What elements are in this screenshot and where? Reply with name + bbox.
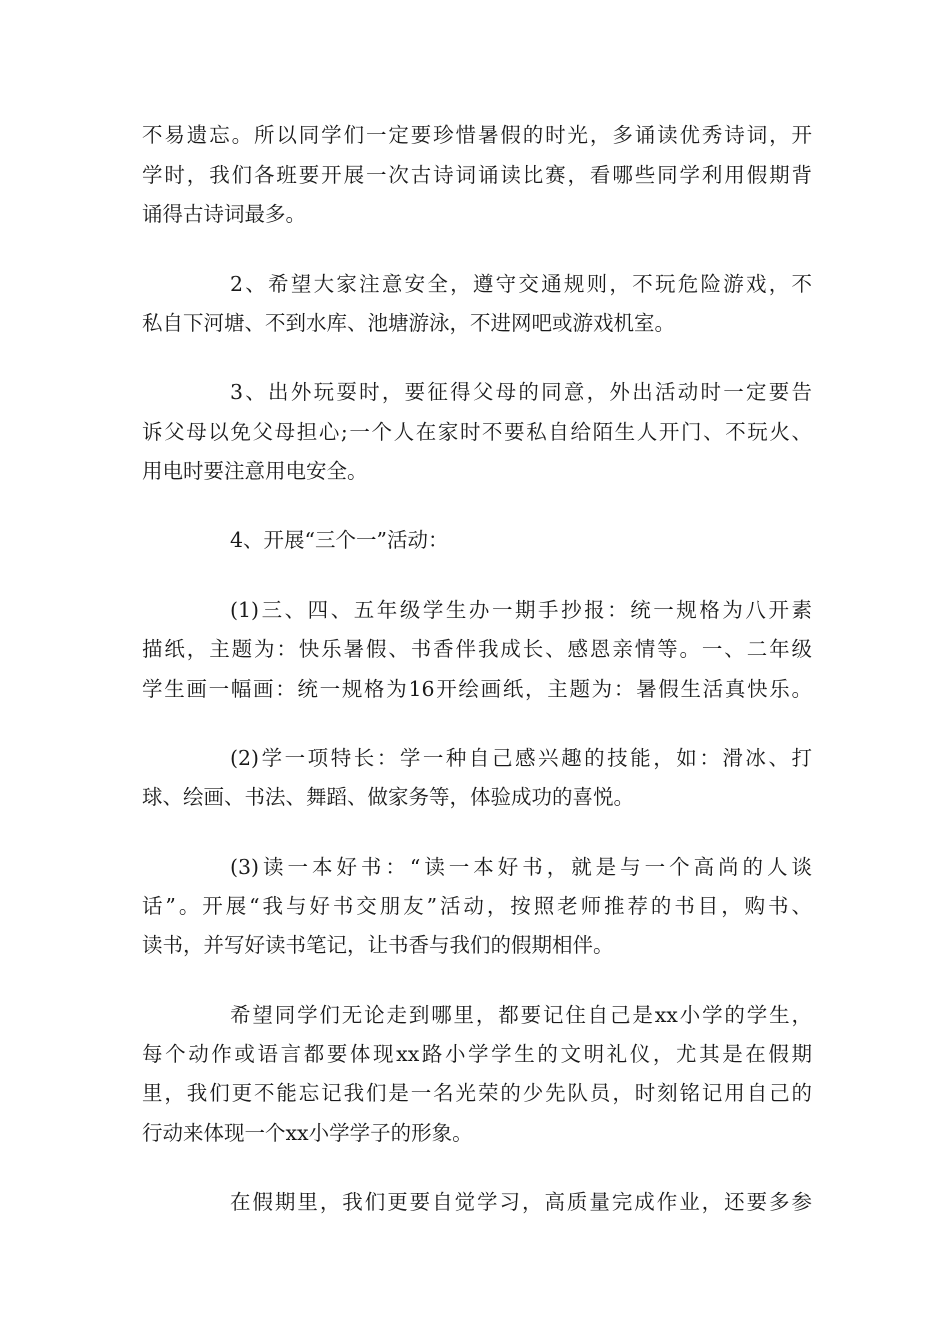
paragraph-line: 球、绘画、书法、舞蹈、做家务等，体验成功的喜悦。 [142, 785, 634, 809]
paragraph-line: (2)学一项特长：学一种自己感兴趣的技能，如：滑冰、打 [230, 746, 812, 770]
paragraph-line: 不易遗忘。所以同学们一定要珍惜暑假的时光，多诵读优秀诗词，开 [142, 123, 812, 147]
paragraph-line: 私自下河塘、不到水库、池塘游泳，不进网吧或游戏机室。 [142, 311, 675, 335]
paragraph-line: 3、出外玩耍时，要征得父母的同意，外出活动时一定要告 [230, 380, 812, 404]
paragraph-line: 读书，并写好读书笔记，让书香与我们的假期相伴。 [142, 933, 614, 957]
paragraph-line: 描纸，主题为：快乐暑假、书香伴我成长、感恩亲情等。一、二年级 [142, 637, 812, 661]
paragraph-line: 诉父母以免父母担心;一个人在家时不要私自给陌生人开门、不玩火、 [142, 420, 812, 444]
paragraph-line: 在假期里，我们更要自觉学习，高质量完成作业，还要多参 [230, 1190, 812, 1214]
paragraph-line: 行动来体现一个xx小学学子的形象。 [142, 1121, 473, 1145]
paragraph-line: 2、希望大家注意安全，遵守交通规则，不玩危险游戏，不 [230, 272, 812, 296]
paragraph-line: (3)读一本好书：“读一本好书，就是与一个高尚的人谈 [230, 855, 812, 879]
paragraph-line: 诵得古诗词最多。 [142, 202, 306, 226]
paragraph-line: 希望同学们无论走到哪里，都要记住自己是xx小学的学生， [230, 1003, 812, 1027]
paragraph-line: 学时，我们各班要开展一次古诗词诵读比赛，看哪些同学利用假期背 [142, 163, 812, 187]
paragraph-line: 4、开展“三个一”活动： [230, 528, 449, 552]
paragraph-line: (1)三、四、五年级学生办一期手抄报：统一规格为八开素 [230, 598, 812, 622]
paragraph-line: 每个动作或语言都要体现xx路小学学生的文明礼仪，尤其是在假期 [142, 1042, 812, 1066]
paragraph-line: 里，我们更不能忘记我们是一名光荣的少先队员，时刻铭记用自己的 [142, 1081, 812, 1105]
paragraph-line: 学生画一幅画：统一规格为16开绘画纸，主题为：暑假生活真快乐。 [142, 677, 812, 701]
paragraph-line: 用电时要注意用电安全。 [142, 459, 368, 483]
paragraph-line: 话”。开展“我与好书交朋友”活动，按照老师推荐的书目，购书、 [142, 894, 812, 918]
